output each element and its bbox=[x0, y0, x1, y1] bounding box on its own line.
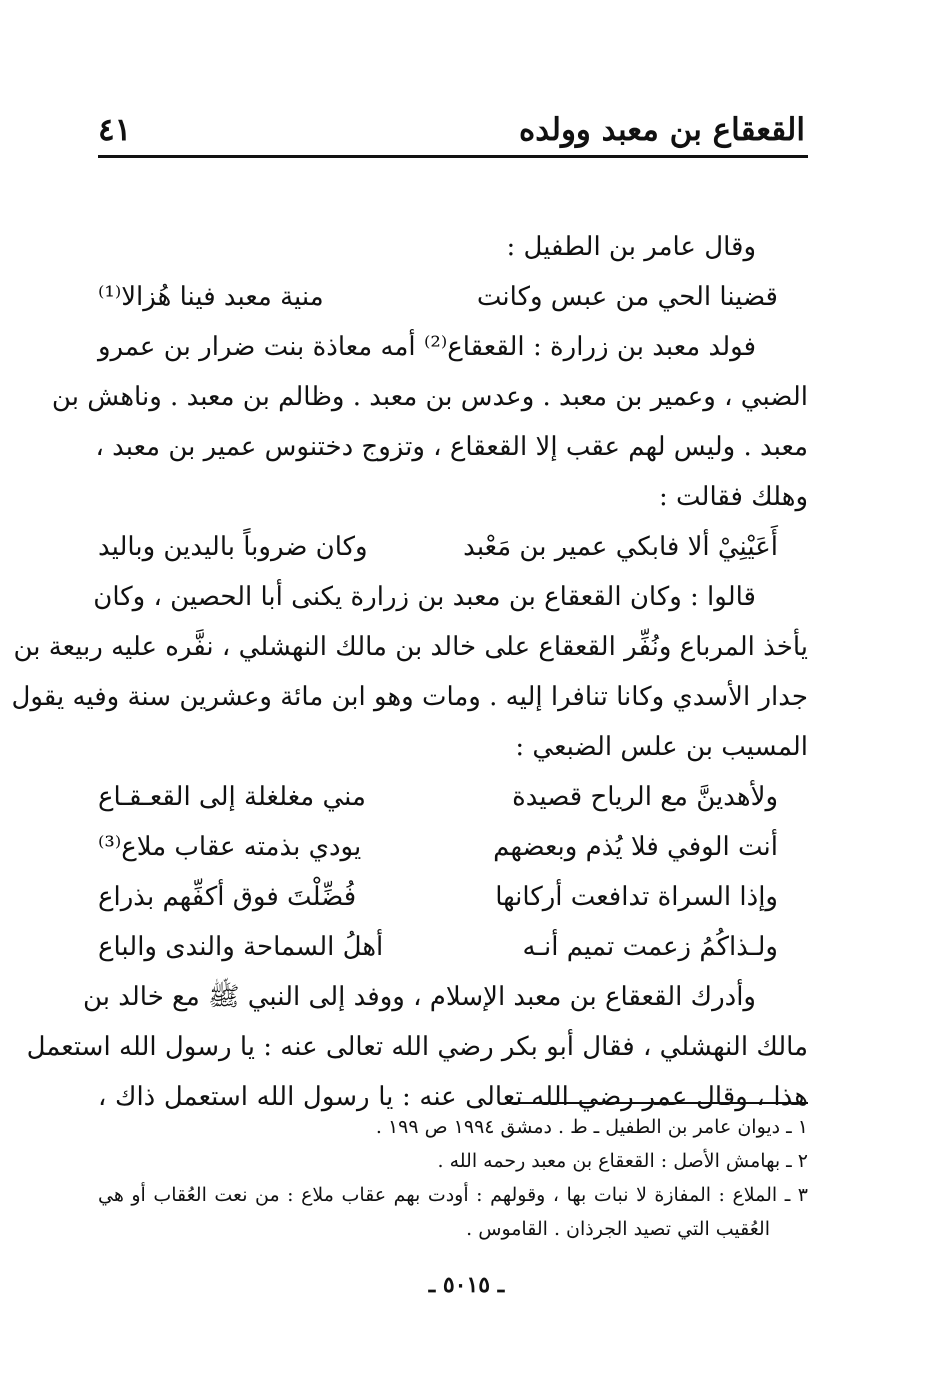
verse-line bbox=[98, 522, 808, 572]
text-line: الضبي ، وعمير بن معبد . وعدس بن معبد . وظالم بن معبد . وناهش بن bbox=[51, 382, 808, 412]
verse-line bbox=[98, 922, 808, 972]
verse-first-hemistich: أنت الوفي فلا يُذم وبعضهم bbox=[493, 832, 778, 862]
verse-second-hemistich: مني مغلغلة إلى القعـقـاع bbox=[98, 782, 366, 812]
text-line: وأدرك القعقاع بن معبد الإسلام ، ووفد إلى النبي ﷺ مع خالد بن bbox=[82, 982, 756, 1012]
header-rule bbox=[98, 155, 808, 158]
verse-line bbox=[98, 772, 808, 822]
text-line: وهلك فقالت : bbox=[658, 482, 808, 512]
main-text bbox=[11, 222, 808, 1122]
footnote: ٢ ـ بهامش الأصل : القعقاع بن معبد رحمه الله . bbox=[437, 1150, 808, 1172]
text-line: جدار الأسدي وكانا تنافرا إليه . ومات وهو ابن مائة وعشرين سنة وفيه يقول bbox=[11, 682, 808, 712]
verse-line bbox=[98, 822, 808, 872]
page-number: ٤١ bbox=[98, 112, 132, 148]
running-title: القعقاع بن معبد وولده bbox=[518, 112, 805, 148]
verse-second-hemistich: منية معبد فينا هُزالا⁽¹⁾ bbox=[98, 282, 324, 312]
text-line: فولد معبد بن زرارة : القعقاع⁽²⁾ أمه معاذة بنت ضرار بن عمرو bbox=[98, 332, 756, 362]
text-line: المسيب بن علس الضبعي : bbox=[515, 732, 808, 762]
footnote: ٣ ـ الملاع : المفازة لا نبات بها ، وقولهم : أودت بهم عقاب ملاع : من نعت العُقاب أو هي bbox=[98, 1184, 808, 1206]
verse-second-hemistich: وكان ضروباً باليدين وباليد bbox=[98, 532, 368, 562]
verse-first-hemistich: وإذا السراة تدافعت أركانها bbox=[495, 882, 778, 912]
footnote-rule bbox=[505, 1102, 808, 1104]
verse-first-hemistich: أَعَيْنِيْ ألا فابكي عمير بن مَعْبد bbox=[463, 532, 778, 562]
footnote-continuation: العُقيب التي تصيد الجرذان . القاموس . bbox=[466, 1218, 770, 1240]
footnote: ١ ـ ديوان عامر بن الطفيل ـ ط . دمشق ١٩٩٤ ص ١٩٩ . bbox=[375, 1116, 808, 1138]
verse-first-hemistich: ولـذاكُمُ زعمت تميم أنـه bbox=[522, 932, 778, 962]
verse-second-hemistich: أهلُ السماحة والندى والباع bbox=[98, 932, 384, 962]
text-line: وقال عامر بن الطفيل : bbox=[506, 232, 756, 262]
verse-line bbox=[98, 272, 808, 322]
verse-first-hemistich: قضينا الحي من عبس وكانت bbox=[476, 282, 778, 312]
text-line: قالوا : وكان القعقاع بن معبد بن زرارة يكنى أبا الحصين ، وكان bbox=[93, 582, 756, 612]
text-line: معبد . وليس لهم عقب إلا القعقاع ، وتزوج دختنوس عمير بن معبد ، bbox=[95, 432, 808, 462]
text-line: مالك النهشلي ، فقال أبو بكر رضي الله تعالى عنه : يا رسول الله استعمل bbox=[26, 1032, 808, 1062]
verse-second-hemistich: فُضِّلْتَ فوق أكفِّهم بذراع bbox=[98, 882, 357, 912]
verse-line bbox=[98, 872, 808, 922]
verse-second-hemistich: يودي بذمته عقاب ملاع⁽³⁾ bbox=[98, 832, 362, 862]
verse-first-hemistich: ولأهدينَّ مع الرياح قصيدة bbox=[512, 782, 778, 812]
footnotes bbox=[98, 1110, 808, 1246]
text-line: هذا ، وقال عمر رضي الله تعالى عنه : يا رسول الله استعمل ذاك ، bbox=[98, 1082, 808, 1112]
folio-number: ـ ٥٠١٥ ـ bbox=[428, 1272, 505, 1298]
text-line: يأخذ المرباع ونُفِّر القعقاع على خالد بن مالك النهشلي ، نفَّره عليه ربيعة بن bbox=[13, 632, 808, 662]
